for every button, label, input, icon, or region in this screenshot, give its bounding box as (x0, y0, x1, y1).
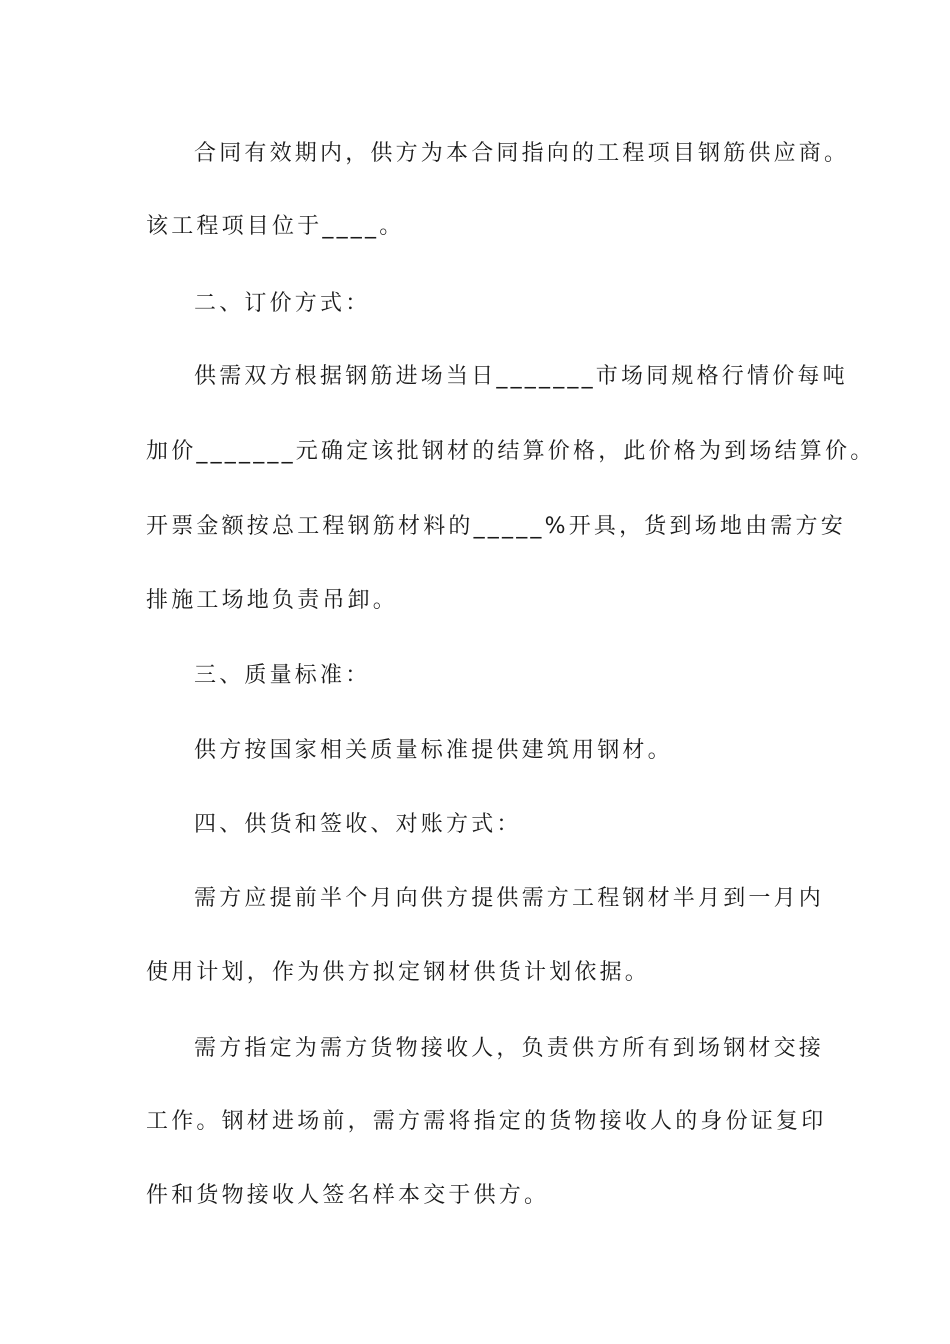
section-heading: 三、质量标准： (194, 663, 371, 688)
paragraph-line: 件和货物接收人签名样本交于供方。 (146, 1183, 550, 1208)
paragraph-line: 排施工场地负责吊卸。 (146, 588, 399, 613)
paragraph-line: 开票金额按总工程钢筋材料的_____%开具，货到场地由需方安 (146, 514, 846, 539)
section-heading: 四、供货和签收、对账方式： (194, 812, 522, 837)
paragraph-line: 加价_______元确定该批钢材的结算价格，此价格为到场结算价。 (146, 439, 876, 464)
paragraph-line: 工作。钢材进场前，需方需将指定的货物接收人的身份证复印 (146, 1109, 827, 1134)
paragraph-line: 供需双方根据钢筋进场当日_______市场同规格行情价每吨 (194, 364, 848, 389)
paragraph-line: 需方指定为需方货物接收人，负责供方所有到场钢材交接 (194, 1036, 825, 1061)
paragraph-line: 供方按国家相关质量标准提供建筑用钢材。 (194, 738, 673, 763)
section-heading: 二、订价方式： (194, 291, 371, 316)
paragraph-line: 需方应提前半个月向供方提供需方工程钢材半月到一月内 (194, 886, 825, 911)
paragraph-line: 该工程项目位于____。 (146, 214, 405, 239)
paragraph-line: 合同有效期内，供方为本合同指向的工程项目钢筋供应商。 (194, 141, 850, 166)
paragraph-line: 使用计划，作为供方拟定钢材供货计划依据。 (146, 960, 651, 985)
